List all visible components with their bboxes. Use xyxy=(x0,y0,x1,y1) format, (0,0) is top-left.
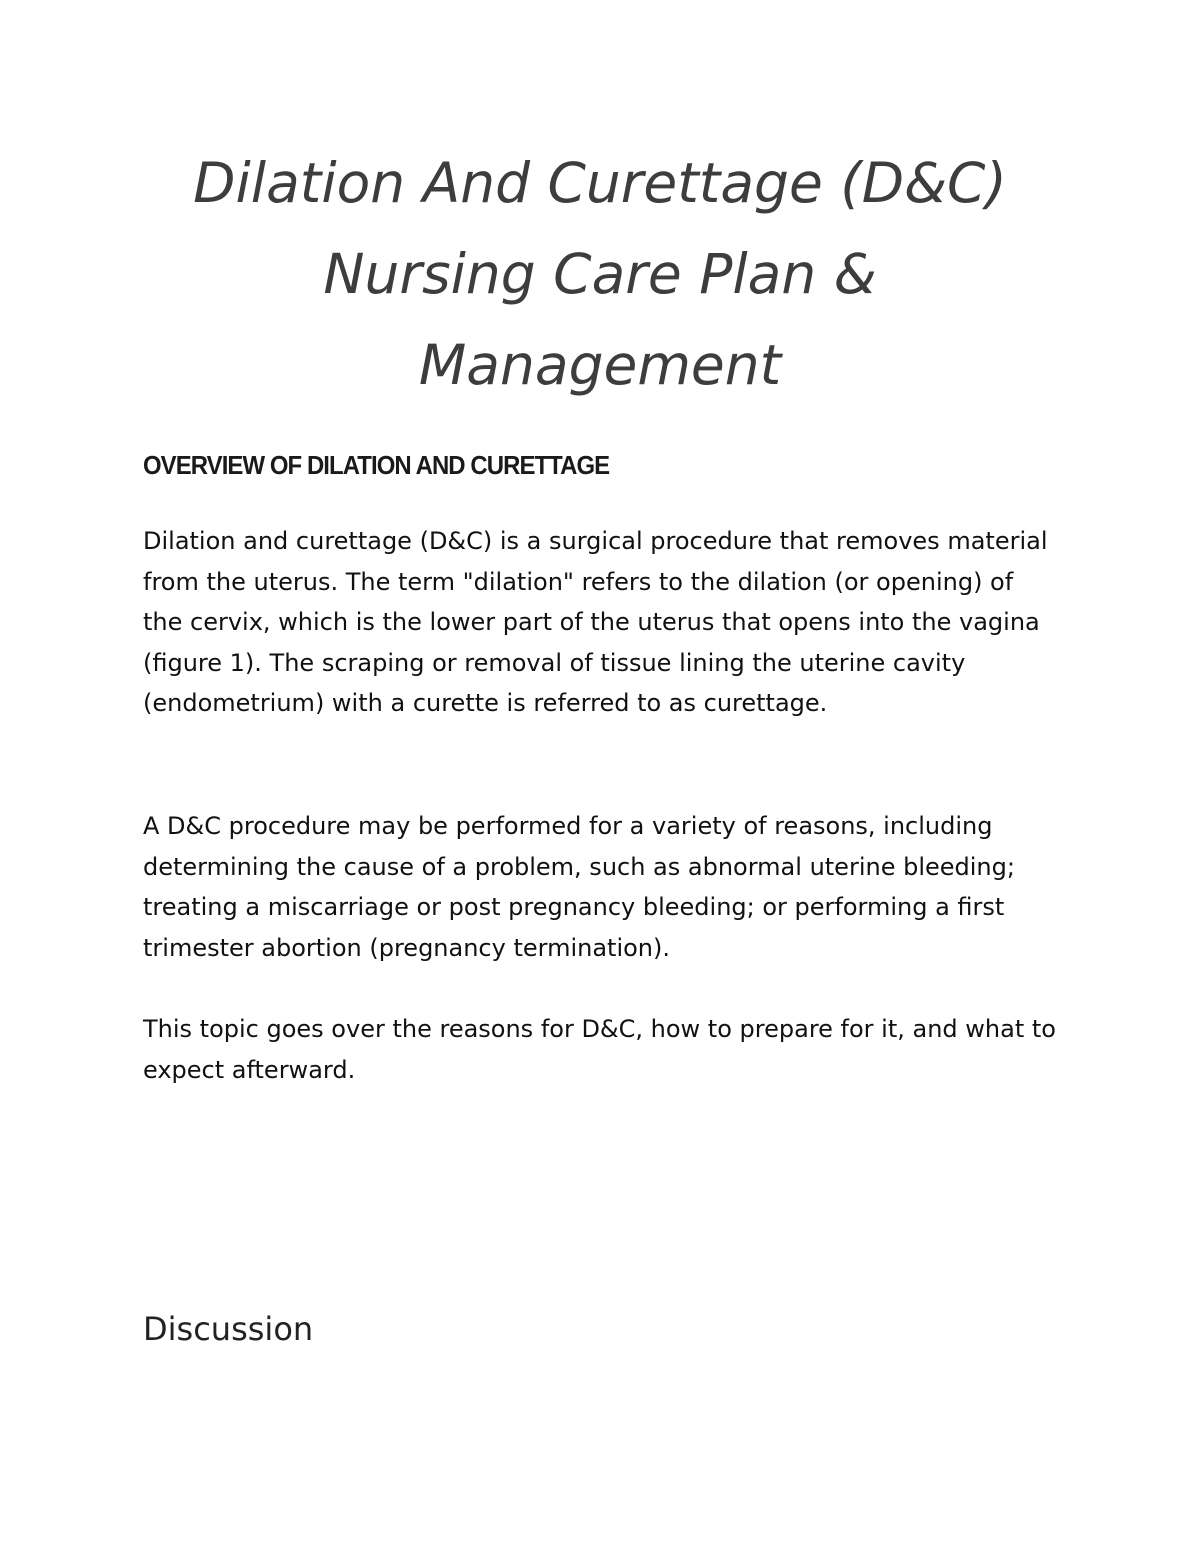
paragraph-line: (figure 1). The scraping or removal of tissue lining the uterine cavity xyxy=(143,648,966,677)
paragraph-line: determining the cause of a problem, such as abnormal uterine bleeding; xyxy=(143,852,1015,881)
paragraph-line: (endometrium) with a curette is referred to as curettage. xyxy=(143,689,828,718)
paragraph-line: This topic goes over the reasons for D&C, how to prepare for it, and what to xyxy=(143,1015,1056,1043)
section-heading-overview: OVERVIEW OF DILATION AND CURETTAGE xyxy=(143,450,610,480)
paragraph-line: Dilation and curettage (D&C) is a surgical procedure that removes material xyxy=(143,527,1048,555)
title-line: Management xyxy=(418,333,782,397)
paragraph-topic xyxy=(143,1009,1073,1090)
title-line: Dilation And Curettage (D&C) xyxy=(193,151,1007,215)
paragraph-line: expect afterward. xyxy=(143,1055,356,1084)
paragraph-definition xyxy=(143,521,1073,724)
paragraph-line: A D&C procedure may be performed for a variety of reasons, including xyxy=(143,812,993,840)
paragraph-line: the cervix, which is the lower part of the uterus that opens into the vagina xyxy=(143,608,1040,637)
section-heading-discussion: Discussion xyxy=(143,1310,314,1348)
title-line: Nursing Care Plan & xyxy=(323,242,877,306)
paragraph-reasons xyxy=(143,806,1073,968)
paragraph-line: treating a miscarriage or post pregnancy bleeding; or performing a first xyxy=(143,893,1005,922)
paragraph-line: trimester abortion (pregnancy termination). xyxy=(143,933,671,962)
paragraph-line: from the uterus. The term "dilation" refers to the dilation (or opening) of xyxy=(143,567,1014,596)
document-title xyxy=(130,138,1070,411)
